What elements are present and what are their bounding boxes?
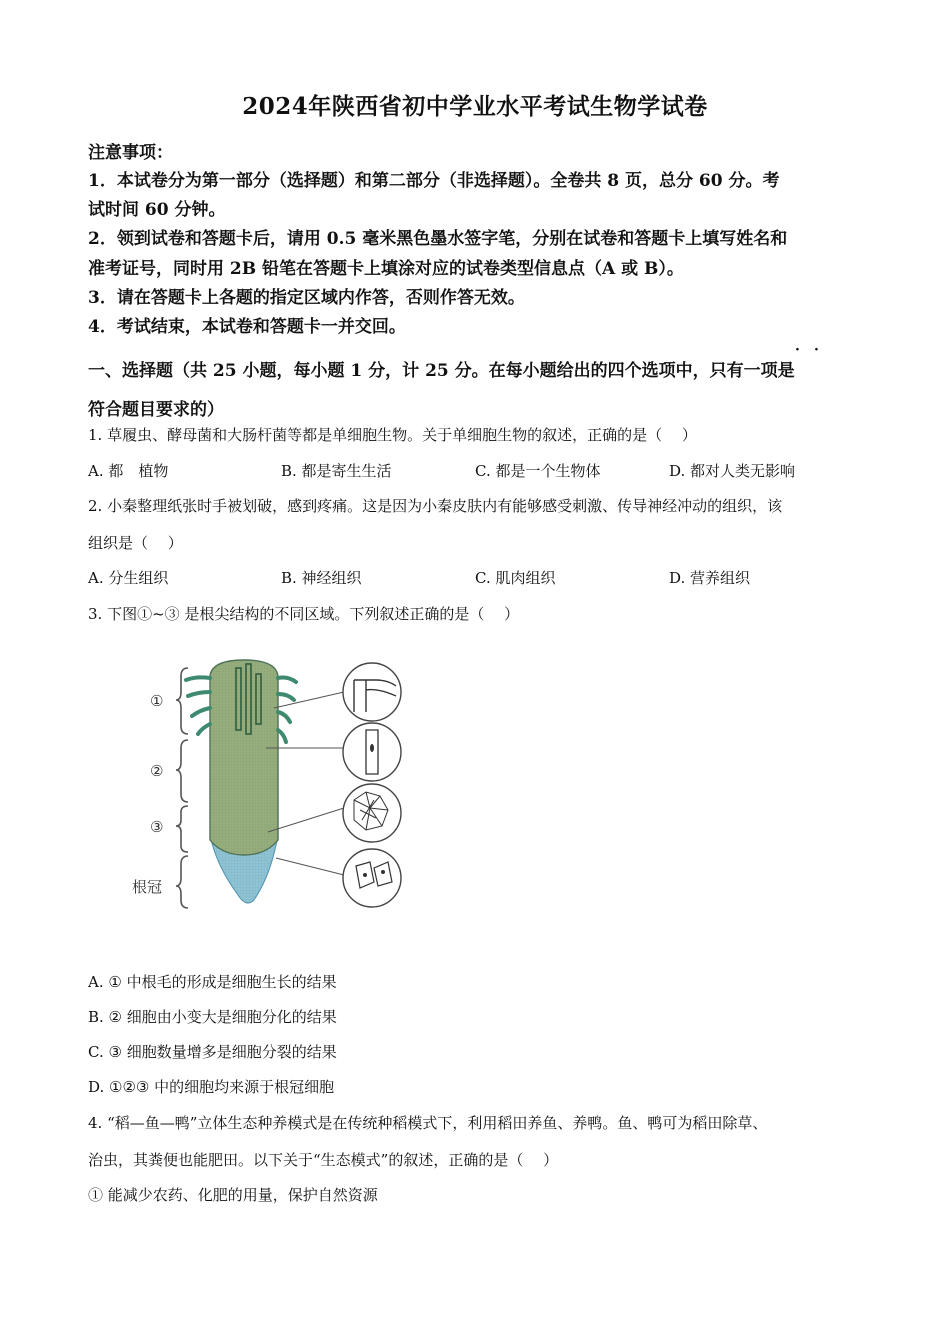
- q3-option-c: C. ③ 细胞数量增多是细胞分裂的结果: [88, 1043, 337, 1061]
- section-heading: 一、选择题（共 25 小题，每小题 1 分，计 25 分。在每小题给出的四个选项中，只有一项是: [88, 361, 795, 381]
- emphasis-dot: ·: [814, 342, 819, 358]
- q4-statement-1: ① 能减少农药、化肥的用量，保护自然资源: [88, 1186, 378, 1204]
- notice-line: 1．本试卷分为第一部分（选择题）和第二部分（非选择题）。全卷共 8 页，总分 60 分。考: [88, 171, 780, 191]
- region-braces: [176, 668, 188, 908]
- label-root-cap: 根冠: [132, 878, 163, 896]
- q3-option-b: B. ② 细胞由小变大是细胞分化的结果: [88, 1008, 337, 1026]
- notice-line: 试时间 60 分钟。: [88, 200, 226, 220]
- notice-line: 3．请在答题卡上各题的指定区域内作答，否则作答无效。: [88, 288, 525, 308]
- root-tip-figure: [126, 650, 426, 920]
- notice-line: 2．领到试卷和答题卡后，请用 0.5 毫米黑色墨水签字笔，分别在试卷和答题卡上填写姓名和: [88, 229, 788, 249]
- section-heading-cont: 符合题目要求的）: [88, 400, 224, 420]
- emphasis-dot: ·: [795, 342, 800, 358]
- question-2-stem-cont: 组织是（ ）: [88, 534, 183, 552]
- question-2-stem: 2. 小秦整理纸张时手被划破，感到疼痛。这是因为小秦皮肤内有能够感受刺激、传导神经冲动的组织，该: [88, 497, 783, 515]
- notice-line: 4．考试结束，本试卷和答题卡一并交回。: [88, 317, 406, 337]
- q1-option-c: C. 都是一个生物体: [475, 462, 601, 480]
- question-4-stem-cont: 治虫，其粪便也能肥田。以下关于“生态模式”的叙述，正确的是（ ）: [88, 1151, 559, 1169]
- question-1-stem: 1. 草履虫、酵母菌和大肠杆菌等都是单细胞生物。关于单细胞生物的叙述，正确的是（ ）: [88, 426, 697, 444]
- label-region-2: ②: [150, 762, 164, 780]
- notice-line: 准考证号，同时用 2B 铅笔在答题卡上填涂对应的试卷类型信息点（A 或 B）。: [88, 259, 684, 279]
- q2-option-b: B. 神经组织: [281, 569, 362, 587]
- label-region-1: ①: [150, 692, 164, 710]
- label-region-3: ③: [150, 818, 164, 836]
- q1-option-a: A. 都 植物: [88, 462, 169, 480]
- q2-option-d: D. 营养组织: [669, 569, 751, 587]
- notice-heading: 注意事项：: [88, 143, 173, 163]
- q3-option-a: A. ① 中根毛的形成是细胞生长的结果: [88, 973, 337, 991]
- q3-option-d: D. ①②③ 中的细胞均来源于根冠细胞: [88, 1078, 335, 1096]
- q2-option-a: A. 分生组织: [88, 569, 169, 587]
- cell-nucleus-icon: [370, 744, 374, 752]
- exam-title: 2024年陕西省初中学业水平考试生物学试卷: [242, 93, 708, 120]
- q1-option-b: B. 都是寄生生活: [281, 462, 392, 480]
- q1-option-d: D. 都对人类无影响: [669, 462, 796, 480]
- q2-option-c: C. 肌肉组织: [475, 569, 556, 587]
- question-3-stem: 3. 下图①~③ 是根尖结构的不同区域。下列叙述正确的是（ ）: [88, 605, 520, 623]
- question-4-stem: 4. “稻—鱼—鸭”立体生态种养模式是在传统种稻模式下，利用稻田养鱼、养鸭。鱼、鸭可为稻田除草、: [88, 1114, 768, 1132]
